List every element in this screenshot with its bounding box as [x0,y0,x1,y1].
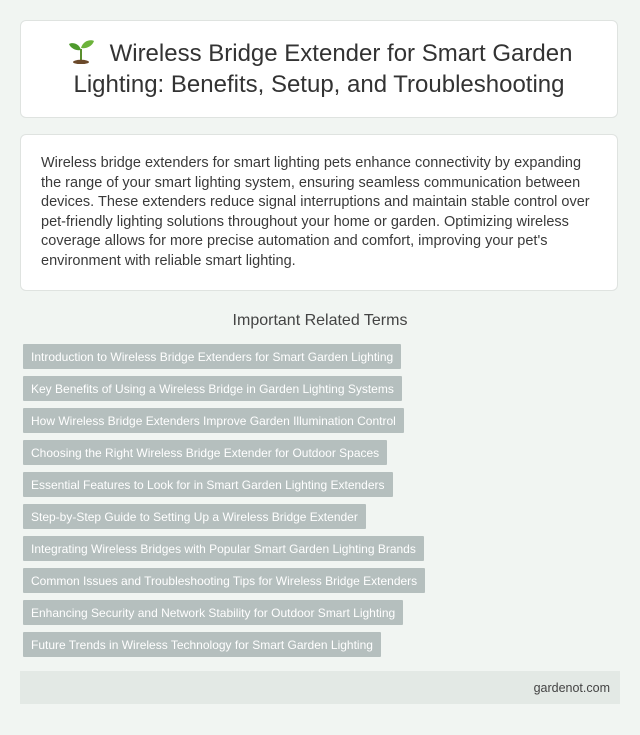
footer-site-link[interactable]: gardenot.com [533,680,610,695]
related-term-tag[interactable]: Essential Features to Look for in Smart Garden Lighting Extenders [23,472,393,497]
related-term-tag[interactable]: Future Trends in Wireless Technology for Smart Garden Lighting [23,632,381,657]
title-card [20,20,618,118]
related-term-tag[interactable]: Introduction to Wireless Bridge Extenders for Smart Garden Lighting [23,344,401,369]
intro-paragraph: Wireless bridge extenders for smart lighting pets enhance connectivity by expanding the range of your smart lighting system, ensuring seamless communication between devices. These extenders reduce signal interruptions and maintain stable control over pet-friendly lighting solutions throughout your home or garden. Optimizing wireless coverage allows for more precise automation and comfort, improving your pet's environment with reliable smart lighting. [41,155,590,269]
related-term-tag[interactable]: Integrating Wireless Bridges with Popular Smart Garden Lighting Brands [23,536,424,561]
footer [20,671,620,704]
page-title-text: Wireless Bridge Extender for Smart Garden Lighting: Benefits, Setup, and Troubleshooting [73,40,573,98]
related-terms-list [23,344,623,664]
related-terms-heading: Important Related Terms [232,312,408,329]
related-term-tag[interactable]: Common Issues and Troubleshooting Tips for Wireless Bridge Extenders [23,568,425,593]
related-term-tag[interactable]: Enhancing Security and Network Stability for Outdoor Smart Lighting [23,600,403,625]
related-term-tag[interactable]: Step-by-Step Guide to Setting Up a Wireless Bridge Extender [23,504,366,529]
seedling-icon [66,38,96,64]
related-term-tag[interactable]: Key Benefits of Using a Wireless Bridge in Garden Lighting Systems [23,376,402,401]
related-term-tag[interactable]: Choosing the Right Wireless Bridge Extender for Outdoor Spaces [23,440,387,465]
intro-card [20,134,618,291]
related-term-tag[interactable]: How Wireless Bridge Extenders Improve Garden Illumination Control [23,408,404,433]
page-title [21,38,617,100]
